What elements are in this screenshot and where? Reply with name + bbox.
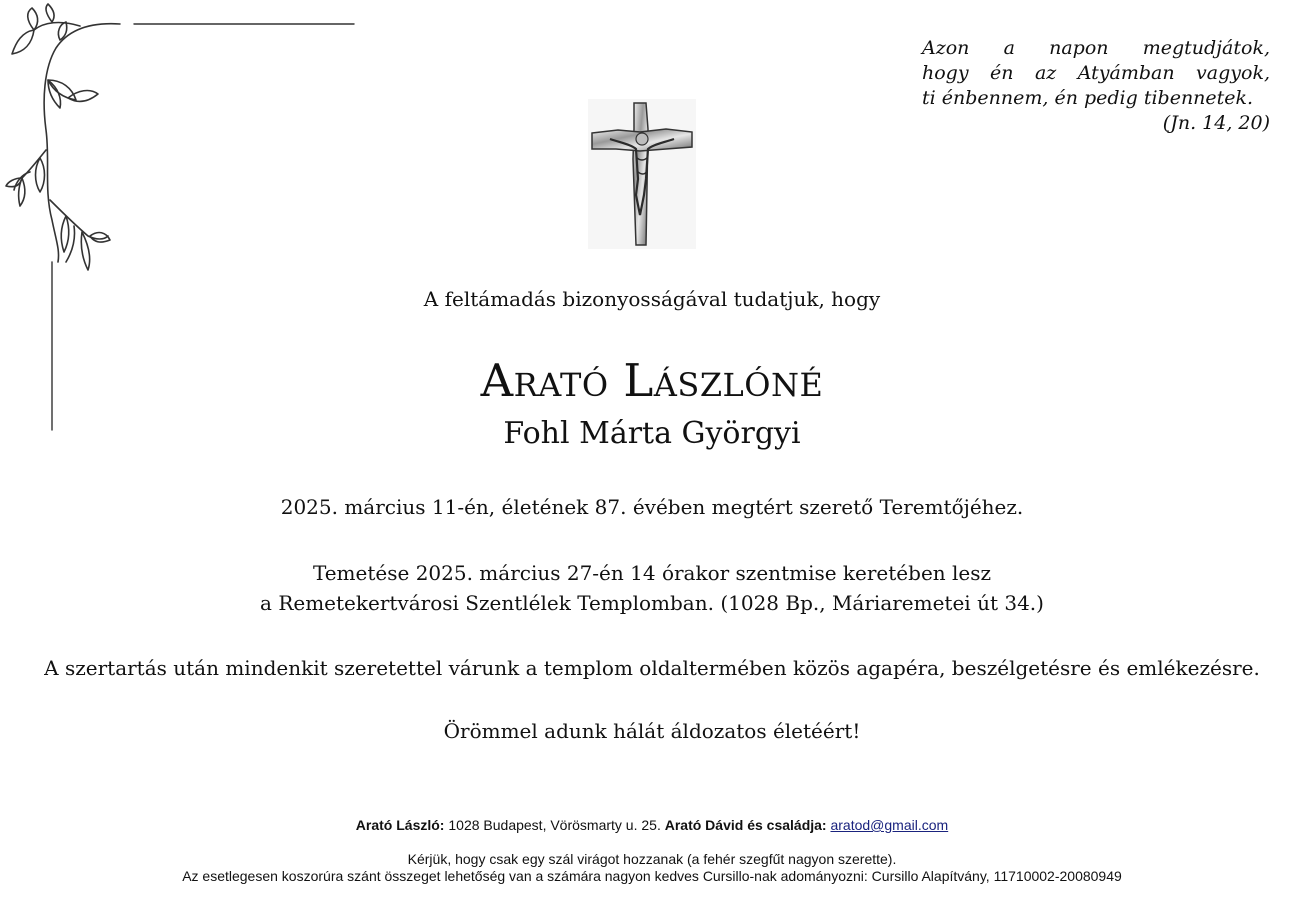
contact-person-2-label: Arató Dávid és családja: <box>664 817 827 833</box>
deceased-name: Arató Lászlóné <box>480 354 824 407</box>
verse-line-2: hogy én az Atyámban vagyok, <box>922 62 1270 84</box>
contact-person-1-address: 1028 Budapest, Vörösmarty u. 25. <box>448 817 661 833</box>
donation-info: Az esetlegesen koszorúra szánt összeget lehetőség van a számára nagyon kedves Cursillo-nak adományozni: Cursillo Alapítvány, 11710002-20080949 <box>182 868 1122 884</box>
verse-line-1: Azon a napon megtudjátok, <box>922 37 1270 59</box>
contact-email-link[interactable]: aratod@gmail.com <box>830 817 949 833</box>
bible-verse <box>922 36 1270 136</box>
death-notice: 2025. március 11-én, életének 87. évében megtért szerető Teremtőjéhez. <box>280 495 1024 519</box>
verse-reference: (Jn. 14, 20) <box>1162 112 1270 134</box>
flower-request: Kérjük, hogy csak egy szál virágot hozzanak (a fehér szegfűt nagyon szerette). <box>407 851 897 867</box>
crucifix-icon <box>588 99 696 249</box>
maiden-name: Fohl Márta Györgyi <box>503 416 801 451</box>
thanks-text: Örömmel adunk hálát áldozatos életéért! <box>443 719 861 743</box>
agape-invitation: A szertartás után mindenkit szeretettel várunk a templom oldaltermében közös agapéra, beszélgetésre és emlékezésre. <box>44 656 1260 680</box>
funeral-line-1: Temetése 2025. március 27-én 14 órakor szentmise keretében lesz <box>312 561 992 585</box>
verse-line-3: ti énbennem, én pedig tibennetek. <box>922 87 1254 109</box>
contact-line <box>0 817 1304 833</box>
contact-person-1-label: Arató László: <box>355 817 445 833</box>
funeral-line-2: a Remetekertvárosi Szentlélek Templomban. (1028 Bp., Máriaremetei út 34.) <box>260 591 1044 615</box>
intro-text: A feltámadás bizonyosságával tudatjuk, hogy <box>423 287 881 311</box>
